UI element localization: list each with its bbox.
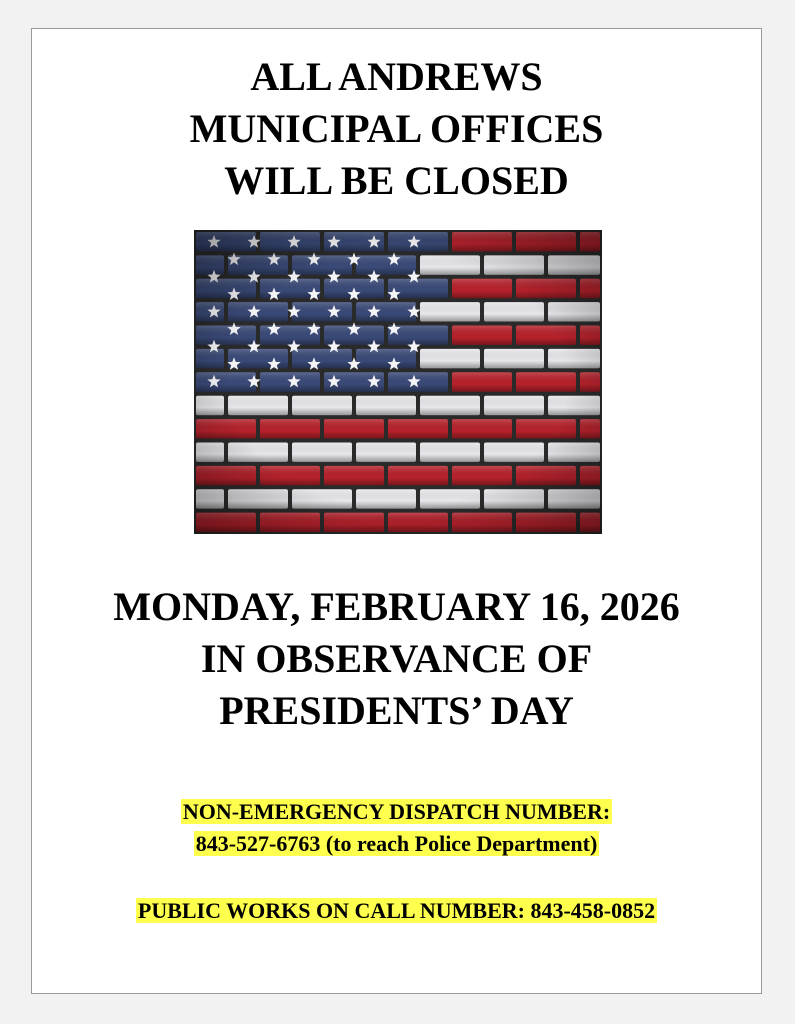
american-flag-brick-wall-image	[194, 230, 602, 534]
closure-headline	[32, 51, 761, 207]
public-works-number: PUBLIC WORKS ON CALL NUMBER: 843-458-0852	[137, 898, 656, 923]
headline-line: WILL BE CLOSED	[224, 158, 569, 203]
dispatch-note	[32, 796, 761, 860]
headline-line: MUNICIPAL OFFICES	[189, 106, 604, 151]
closure-date-headline	[32, 581, 761, 737]
date-line: IN OBSERVANCE OF	[200, 636, 593, 681]
headline-line: ALL ANDREWS	[250, 54, 543, 99]
notice-page	[31, 28, 762, 994]
dispatch-number: 843-527-6763 (to reach Police Department)	[195, 831, 598, 856]
date-line: MONDAY, FEBRUARY 16, 2026	[113, 584, 680, 629]
public-works-note	[32, 895, 761, 927]
dispatch-label: NON-EMERGENCY DISPATCH NUMBER:	[182, 799, 611, 824]
date-line: PRESIDENTS’ DAY	[219, 688, 574, 733]
